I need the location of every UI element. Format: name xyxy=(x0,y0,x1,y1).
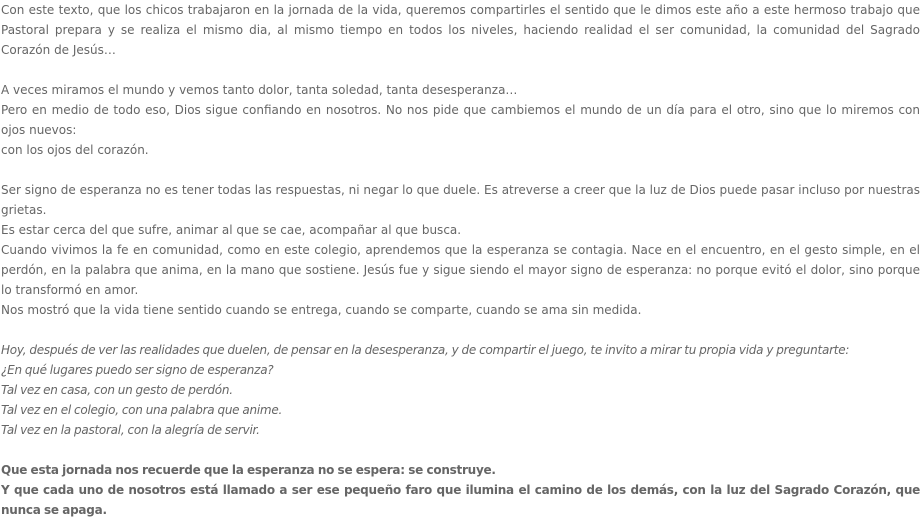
text-line: Ser signo de esperanza no es tener todas las respuestas, ni negar lo que duele. Es atreverse a creer que la luz de Dios puede pasar incluso por nuestras grietas. xyxy=(1,183,920,217)
text-line: Que esta jornada nos recuerde que la esperanza no se espera: se construye. xyxy=(1,463,496,477)
paragraph-mirar-el-mundo xyxy=(1,80,920,160)
text-line: Tal vez en casa, con un gesto de perdón. xyxy=(1,383,233,397)
text-line: A veces miramos el mundo y vemos tanto dolor, tanta soledad, tanta desesperanza… xyxy=(1,83,518,97)
text-line: Es estar cerca del que sufre, animar al que se cae, acompañar al que busca. xyxy=(1,223,462,237)
text-line: ¿En qué lugares puedo ser signo de esperanza? xyxy=(1,363,274,377)
text-line: Hoy, después de ver las realidades que duelen, de pensar en la desesperanza, y de compartir el juego, te invito a mirar tu propia vida y preguntarte: xyxy=(1,343,850,357)
paragraph-conclusion xyxy=(1,460,920,520)
text-line: Tal vez en el colegio, con una palabra que anime. xyxy=(1,403,283,417)
paragraph-reflexion xyxy=(1,340,920,440)
text-line: Tal vez en la pastoral, con la alegría de servir. xyxy=(1,423,260,437)
text-line: con los ojos del corazón. xyxy=(1,143,149,157)
text-line: Nos mostró que la vida tiene sentido cuando se entrega, cuando se comparte, cuando se ama sin medida. xyxy=(1,303,642,317)
text-line: Cuando vivimos la fe en comunidad, como en este colegio, aprendemos que la esperanza se contagia. Nace en el encuentro, en el gesto simple, en el perdón, en la palabra que anima, en la mano que sostiene. Jesús fue y sigue siendo el mayor signo de esperanza: no porque evitó el dolor, sino porque lo transformó en amor. xyxy=(1,243,920,297)
paragraph-intro: Con este texto, que los chicos trabajaron en la jornada de la vida, queremos compartirles el sentido que le dimos este año a este hermoso trabajo que Pastoral prepara y se realiza el mismo dia, al mismo tiempo en todos los niveles, haciendo realidad el ser comunidad, la comunidad del Sagrado Corazón de Jesús… xyxy=(1,3,920,57)
paragraph-signo-de-esperanza xyxy=(1,180,920,320)
text-line: Y que cada uno de nosotros está llamado a ser ese pequeño faro que ilumina el camino de los demás, con la luz del Sagrado Corazón, que nunca se apaga. xyxy=(1,483,920,517)
text-line: Pero en medio de todo eso, Dios sigue confiando en nosotros. No nos pide que cambiemos el mundo de un día para el otro, sino que lo miremos con ojos nuevos: xyxy=(1,103,920,137)
